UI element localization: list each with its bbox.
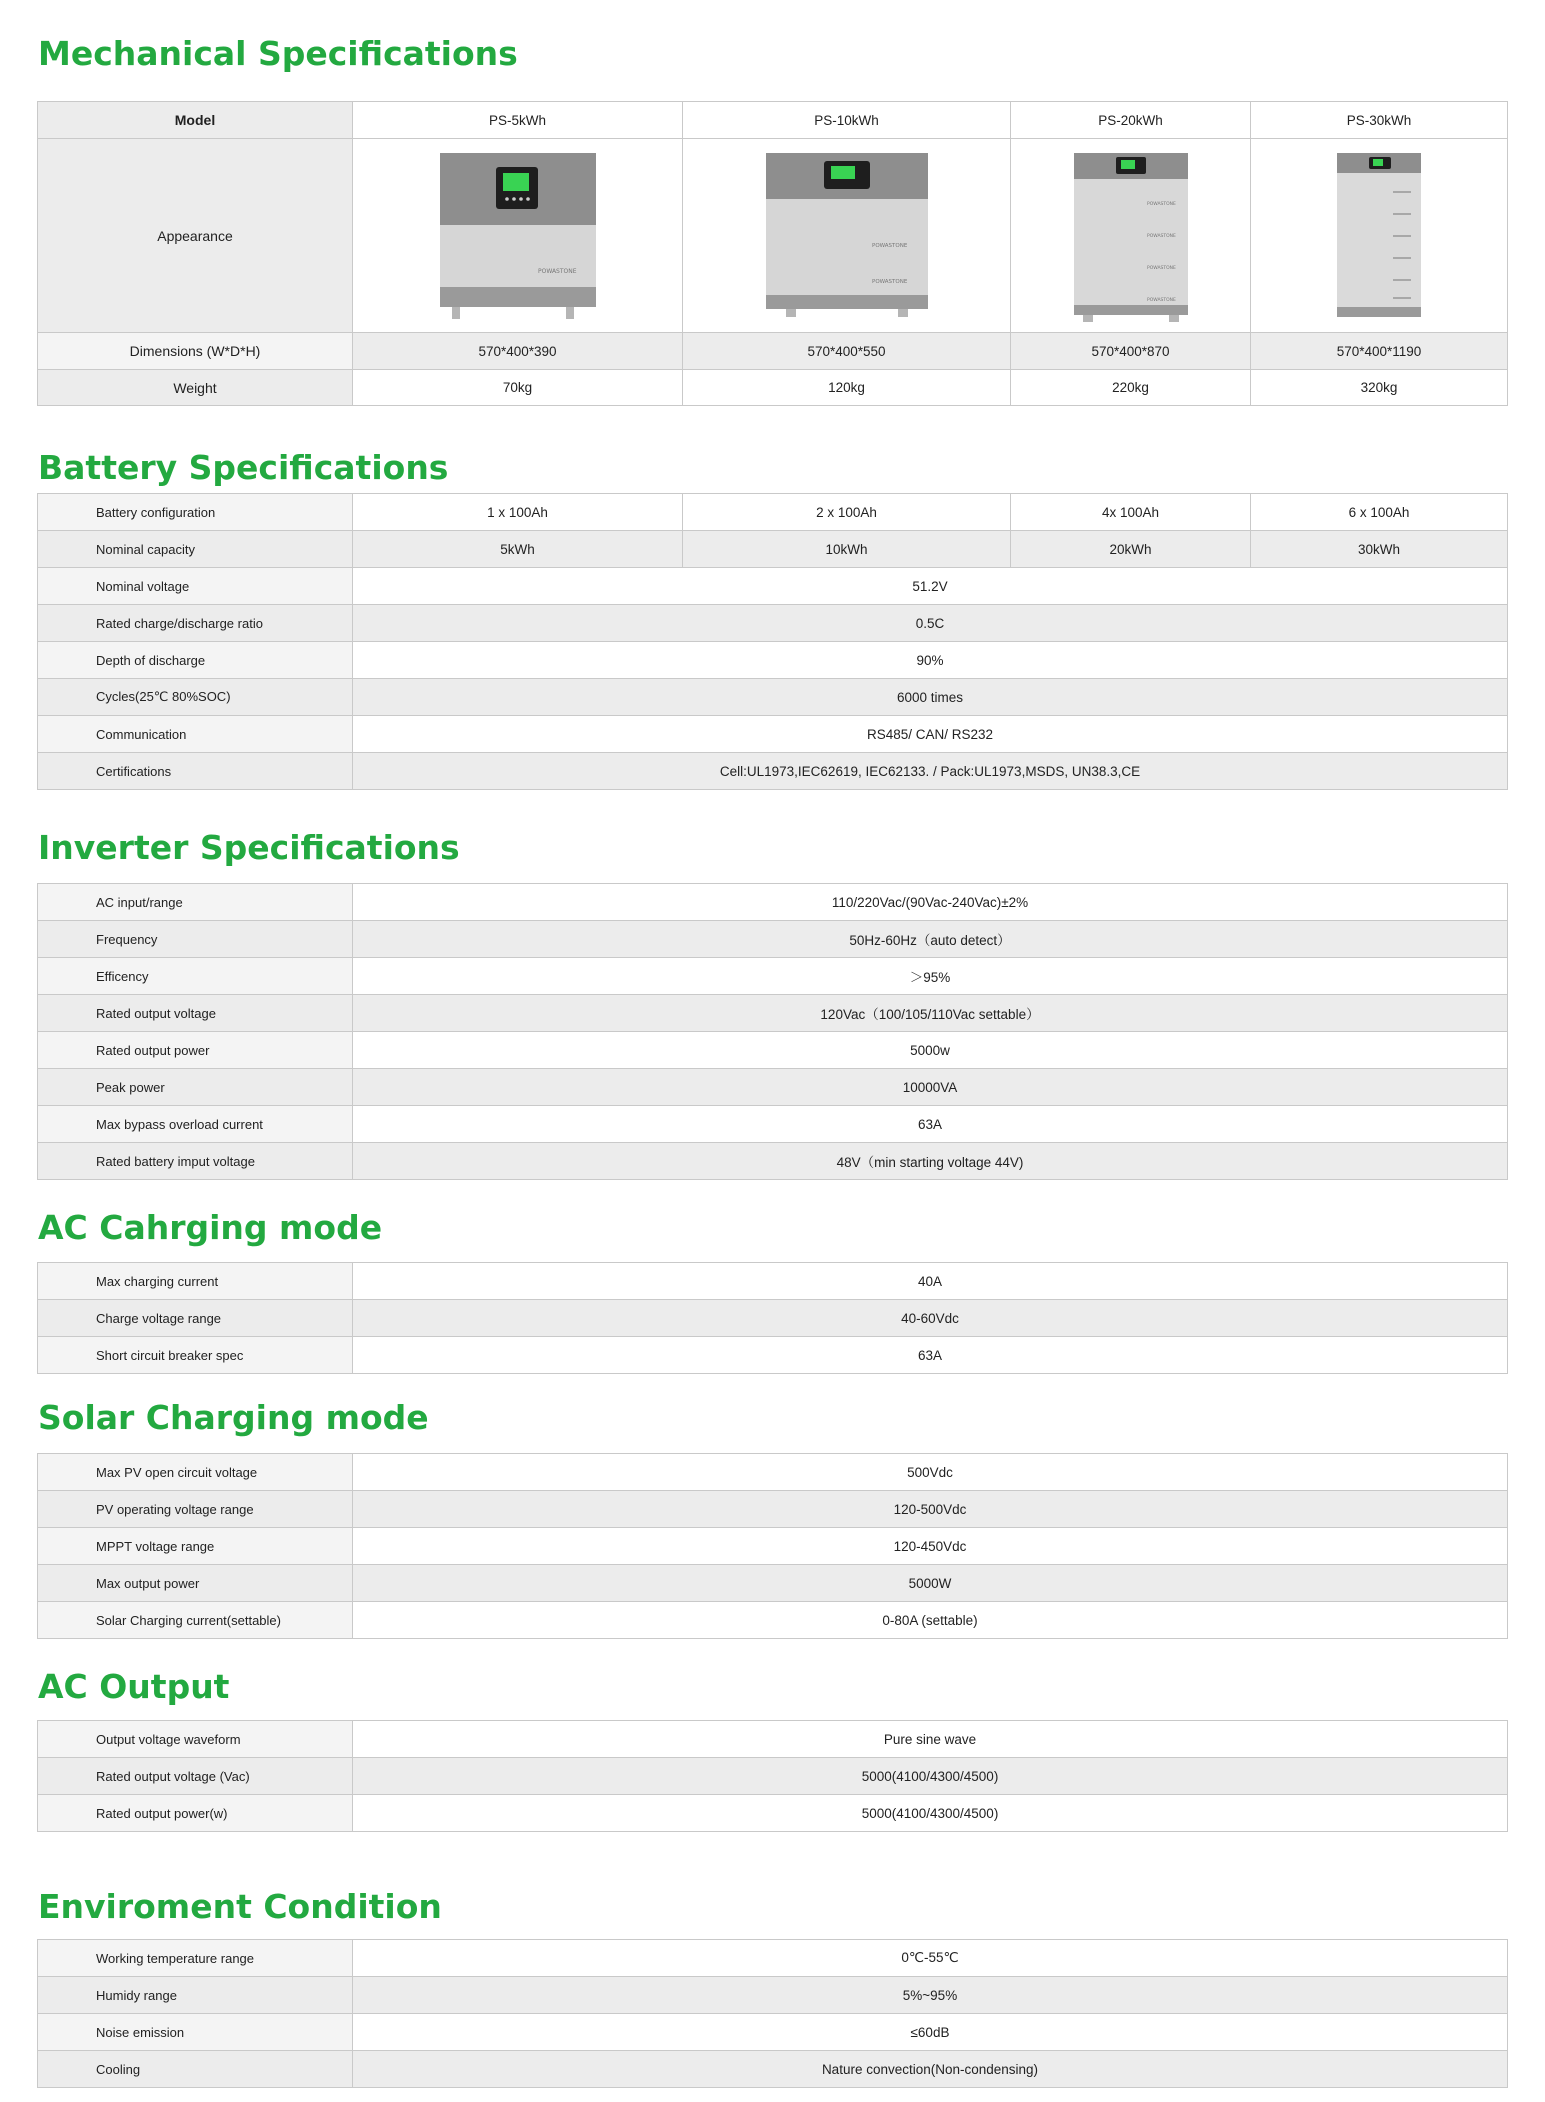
spec-label: Rated output power(w) [38,1795,353,1832]
battery-config-cell: 4x 100Ah [1011,494,1251,531]
appearance-label: Appearance [38,139,353,333]
battery-spec-row [38,753,1508,790]
dimensions-cell: 570*400*1190 [1251,333,1508,370]
battery-unit-30kwh-image [1329,147,1429,325]
inverter-spec-row [38,1143,1508,1180]
battery-table [37,493,1508,790]
dimensions-cell: 570*400*870 [1011,333,1251,370]
battery-title: Battery Specifications [38,448,449,487]
weight-cell: 320kg [1251,370,1508,406]
product-image-5kwh [353,139,683,333]
battery-spec-row [38,605,1508,642]
svg-text:POWASTONE: POWASTONE [1146,201,1176,207]
spec-label: PV operating voltage range [38,1491,353,1528]
battery-unit-20kwh-image [1071,147,1191,325]
spec-label: Efficency [38,958,353,995]
model-cell: PS-10kWh [683,102,1011,139]
inverter-spec-row [38,1106,1508,1143]
solar-row [38,1565,1508,1602]
battery-spec-row [38,568,1508,605]
spec-label: Peak power [38,1069,353,1106]
solar-row [38,1602,1508,1639]
dimensions-cell: 570*400*550 [683,333,1011,370]
nominal-capacity-cell: 5kWh [353,531,683,568]
environment-row [38,2051,1508,2088]
solar-title: Solar Charging mode [38,1398,429,1437]
spec-value: 40-60Vdc [353,1300,1508,1337]
spec-value: ＞95% [353,958,1508,995]
spec-value: Nature convection(Non-condensing) [353,2051,1508,2088]
spec-label: Max bypass overload current [38,1106,353,1143]
nominal-capacity-label: Nominal capacity [38,531,353,568]
dimensions-label: Dimensions (W*D*H) [38,333,353,370]
spec-value: 0-80A (settable) [353,1602,1508,1639]
spec-label: Nominal voltage [38,568,353,605]
spec-value: 40A [353,1263,1508,1300]
svg-text:POWASTONE: POWASTONE [871,278,907,285]
spec-label: Communication [38,716,353,753]
solar-table [37,1453,1508,1639]
environment-table [37,1939,1508,2088]
ac-charging-row [38,1337,1508,1374]
spec-value: 51.2V [353,568,1508,605]
spec-label: Charge voltage range [38,1300,353,1337]
battery-spec-row [38,679,1508,716]
spec-value: 5000(4100/4300/4500) [353,1758,1508,1795]
ac-charging-table [37,1262,1508,1374]
spec-label: Cooling [38,2051,353,2088]
ac-charging-row [38,1263,1508,1300]
spec-label: Frequency [38,921,353,958]
battery-config-cell: 6 x 100Ah [1251,494,1508,531]
spec-value: 5000W [353,1565,1508,1602]
mechanical-title: Mechanical Specifications [38,34,518,73]
svg-text:POWASTONE: POWASTONE [1146,265,1176,271]
battery-config-label: Battery configuration [38,494,353,531]
battery-spec-row [38,716,1508,753]
ac-charging-title: AC Cahrging mode [38,1208,383,1247]
spec-label: Rated charge/discharge ratio [38,605,353,642]
svg-text:POWASTONE: POWASTONE [871,242,907,249]
weight-cell: 220kg [1011,370,1251,406]
battery-spec-row [38,642,1508,679]
model-cell: PS-20kWh [1011,102,1251,139]
ac-output-row [38,1795,1508,1832]
weight-label: Weight [38,370,353,406]
spec-value: 120Vac（100/105/110Vac settable） [353,995,1508,1032]
weight-cell: 120kg [683,370,1011,406]
battery-unit-5kwh-image [438,147,598,325]
weight-cell: 70kg [353,370,683,406]
nominal-capacity-row [38,531,1508,568]
inverter-spec-row [38,921,1508,958]
inverter-spec-row [38,958,1508,995]
dimensions-row [38,333,1508,370]
spec-label: Output voltage waveform [38,1721,353,1758]
battery-config-cell: 1 x 100Ah [353,494,683,531]
nominal-capacity-cell: 10kWh [683,531,1011,568]
spec-value: 0℃-55℃ [353,1940,1508,1977]
spec-label: Cycles(25℃ 80%SOC) [38,679,353,716]
nominal-capacity-cell: 30kWh [1251,531,1508,568]
spec-value: 63A [353,1106,1508,1143]
spec-value: 5000(4100/4300/4500) [353,1795,1508,1832]
model-row [38,102,1508,139]
spec-value: 110/220Vac/(90Vac-240Vac)±2% [353,884,1508,921]
spec-label: Rated output voltage [38,995,353,1032]
solar-row [38,1491,1508,1528]
dimensions-cell: 570*400*390 [353,333,683,370]
spec-value: 10000VA [353,1069,1508,1106]
spec-value: 50Hz-60Hz（auto detect） [353,921,1508,958]
spec-label: MPPT voltage range [38,1528,353,1565]
ac-output-row [38,1721,1508,1758]
product-image-30kwh [1251,139,1508,333]
spec-label: Max output power [38,1565,353,1602]
inverter-table [37,883,1508,1180]
spec-value: 0.5C [353,605,1508,642]
spec-value: 63A [353,1337,1508,1374]
spec-label: Rated output power [38,1032,353,1069]
spec-value: 48V（min starting voltage 44V) [353,1143,1508,1180]
svg-text:POWASTONE: POWASTONE [1146,297,1176,303]
inverter-spec-row [38,1069,1508,1106]
nominal-capacity-cell: 20kWh [1011,531,1251,568]
model-cell: PS-30kWh [1251,102,1508,139]
spec-value: 5%~95% [353,1977,1508,2014]
spec-label: AC input/range [38,884,353,921]
spec-label: Working temperature range [38,1940,353,1977]
spec-label: Max charging current [38,1263,353,1300]
spec-value: 120-500Vdc [353,1491,1508,1528]
spec-label: Humidy range [38,1977,353,2014]
spec-label: Certifications [38,753,353,790]
spec-label: Short circuit breaker spec [38,1337,353,1374]
spec-label: Noise emission [38,2014,353,2051]
weight-row [38,370,1508,406]
brand-mark: POWASTONE [537,267,577,275]
ac-charging-row [38,1300,1508,1337]
svg-text:POWASTONE: POWASTONE [1146,233,1176,239]
environment-row [38,1977,1508,2014]
spec-value: RS485/ CAN/ RS232 [353,716,1508,753]
product-image-10kwh [683,139,1011,333]
ac-output-title: AC Output [38,1667,230,1706]
spec-label: Solar Charging current(settable) [38,1602,353,1639]
spec-value: 500Vdc [353,1454,1508,1491]
spec-label: Rated output voltage (Vac) [38,1758,353,1795]
environment-row [38,2014,1508,2051]
ac-output-table [37,1720,1508,1832]
environment-row [38,1940,1508,1977]
inverter-spec-row [38,884,1508,921]
spec-value: ≤60dB [353,2014,1508,2051]
battery-config-row [38,494,1508,531]
model-cell: PS-5kWh [353,102,683,139]
spec-label: Max PV open circuit voltage [38,1454,353,1491]
product-image-20kwh [1011,139,1251,333]
model-label: Model [38,102,353,139]
spec-label: Depth of discharge [38,642,353,679]
spec-label: Rated battery imput voltage [38,1143,353,1180]
spec-value: 120-450Vdc [353,1528,1508,1565]
battery-unit-10kwh-image [764,147,930,325]
mechanical-table [37,101,1508,406]
spec-value: 5000w [353,1032,1508,1069]
ac-output-row [38,1758,1508,1795]
inverter-spec-row [38,995,1508,1032]
spec-value: 6000 times [353,679,1508,716]
inverter-spec-row [38,1032,1508,1069]
spec-value: 90% [353,642,1508,679]
solar-row [38,1454,1508,1491]
appearance-row [38,139,1508,333]
battery-config-cell: 2 x 100Ah [683,494,1011,531]
spec-value: Cell:UL1973,IEC62619, IEC62133. / Pack:UL1973,MSDS, UN38.3,CE [353,753,1508,790]
inverter-title: Inverter Specifications [38,828,460,867]
spec-value: Pure sine wave [353,1721,1508,1758]
environment-title: Enviroment Condition [38,1887,442,1926]
solar-row [38,1528,1508,1565]
